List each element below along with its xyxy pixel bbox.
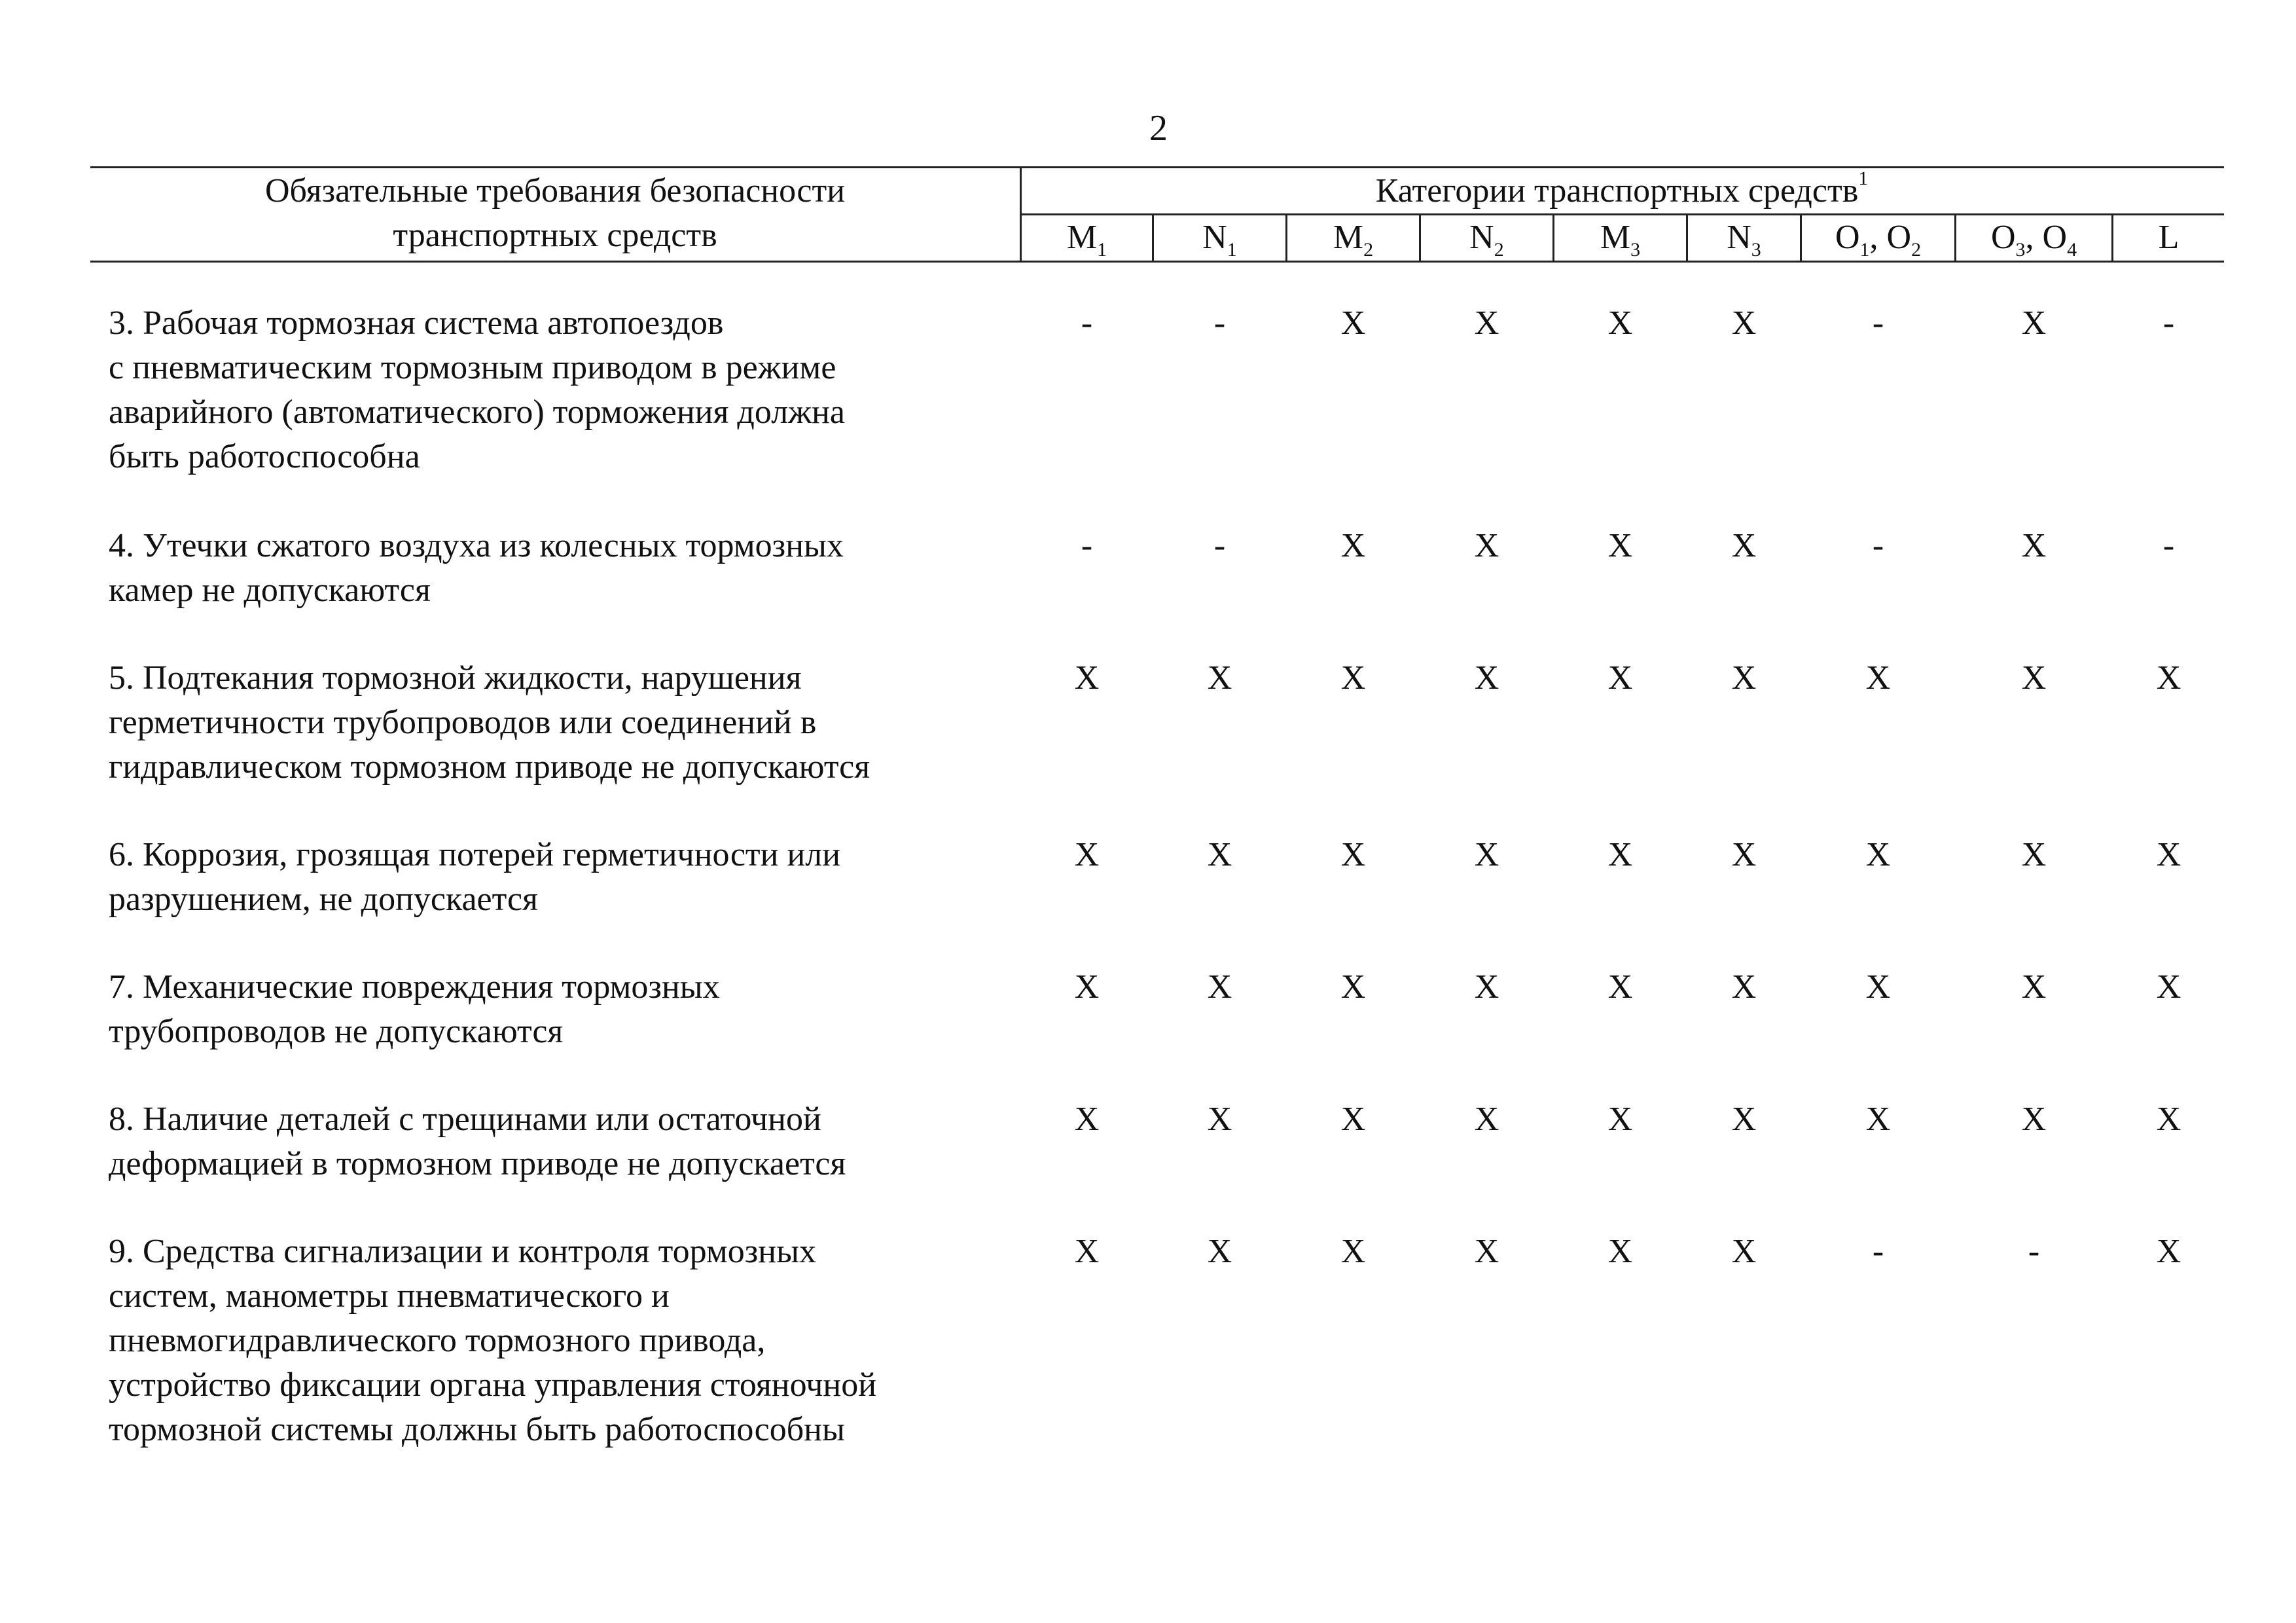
requirement-7-n2: X [1474,968,1499,1006]
requirement-3-m1: - [1081,304,1093,342]
requirement-4-n3: X [1731,527,1757,564]
requirement-3-n3: X [1731,304,1757,342]
requirement-4-text: 4. Утечки сжатого воздуха из колесных тормозных камер не допускаются [109,527,844,609]
category-l: L [2158,219,2179,256]
category-n2: $N_2$ [1469,219,1504,261]
requirement-3-n1: - [1213,304,1226,342]
requirement-6-n1: X [1207,836,1232,873]
requirement-3-m2: X [1340,304,1366,342]
requirement-5-o3-o4: X [2021,659,2047,697]
requirement-4-o1-o2: - [1872,527,1884,564]
category-n1: $N_1$ [1202,219,1237,261]
requirement-5-text: 5. Подтекания тормозной жидкости, нарушения герметичности трубопроводов или соединений в гидравлическом тормозном приводе не допускаются [109,659,870,786]
requirement-7-m1: X [1074,968,1100,1006]
requirement-3-o1-o2: - [1872,304,1884,342]
requirement-6-m1: X [1074,836,1100,873]
requirement-7-m2: X [1340,968,1366,1006]
requirement-8-o3-o4: X [2021,1101,2047,1138]
category-o3-o4: $O_3$, $O_4$ [1990,219,2077,261]
requirement-3-n2: X [1474,304,1499,342]
requirement-3-o3-o4: X [2021,304,2047,342]
requirement-3-m3: X [1607,304,1633,342]
requirement-5-n2: X [1474,659,1499,697]
requirement-5-n1: X [1207,659,1232,697]
requirements-column-header: Обязательные требования безопасности транспортных средств [264,172,846,254]
requirement-8-n1: X [1207,1101,1232,1138]
requirement-9-text: 9. Средства сигнализации и контроля тормозных систем, манометры пневматического и пневмогидравлического тормозного привода, устройство фиксации органа управления стояночной тормозной системы должны быть работоспособны [109,1233,877,1448]
category-o1-o2: $O_1$, $O_2$ [1835,219,1922,261]
requirement-4-m1: - [1081,527,1093,564]
requirement-4-l: - [2162,527,2175,564]
requirement-6-n3: X [1731,836,1757,873]
header-bottom-rule [90,261,2224,263]
requirement-9-n1: X [1207,1233,1232,1270]
requirement-9-o3-o4: - [2028,1233,2040,1270]
category-m3: $M_3$ [1600,219,1641,261]
category-n3: $N_3$ [1727,219,1761,261]
requirements-table [90,0,2224,1623]
categories-footnote-mark: 1 [1858,168,1869,189]
category-m2: $M_2$ [1333,219,1374,261]
requirement-6-o1-o2: X [1865,836,1891,873]
requirement-4-n1: - [1213,527,1226,564]
requirement-8-l: X [2156,1101,2181,1138]
requirement-7-l: X [2156,968,2181,1006]
requirement-3-text: 3. Рабочая тормозная система автопоездов с пневматическим тормозным приводом в режиме аварийного (автоматического) торможения должна быть работоспособна [109,304,845,475]
requirement-6-o3-o4: X [2021,836,2047,873]
requirement-8-n2: X [1474,1101,1499,1138]
requirement-7-n1: X [1207,968,1232,1006]
requirement-7-o3-o4: X [2021,968,2047,1006]
requirement-9-n2: X [1474,1233,1499,1270]
requirement-4-o3-o4: X [2021,527,2047,564]
category-m1: $M_1$ [1066,219,1107,261]
requirement-8-m2: X [1340,1101,1366,1138]
requirement-9-m3: X [1607,1233,1633,1270]
requirement-9-o1-o2: - [1872,1233,1884,1270]
requirement-8-m1: X [1074,1101,1100,1138]
requirement-6-l: X [2156,836,2181,873]
requirement-7-m3: X [1607,968,1633,1006]
requirement-5-m2: X [1340,659,1366,697]
requirement-5-o1-o2: X [1865,659,1891,697]
requirement-9-m2: X [1340,1233,1366,1270]
requirement-6-text: 6. Коррозия, грозящая потерей герметичности или разрушением, не допускается [109,836,841,918]
requirement-5-m3: X [1607,659,1633,697]
requirement-9-n3: X [1731,1233,1757,1270]
requirement-5-n3: X [1731,659,1757,697]
requirement-9-m1: X [1074,1233,1100,1270]
table-top-rule [90,166,2224,168]
requirement-3-l: - [2162,304,2175,342]
requirement-8-text: 8. Наличие деталей с трещинами или остаточной деформацией в тормозном приводе не допускается [109,1101,846,1182]
requirement-4-m2: X [1340,527,1366,564]
requirement-9-l: X [2156,1233,2181,1270]
requirement-4-n2: X [1474,527,1499,564]
requirement-8-o1-o2: X [1865,1101,1891,1138]
requirement-4-m3: X [1607,527,1633,564]
requirement-6-n2: X [1474,836,1499,873]
requirement-5-l: X [2156,659,2181,697]
requirement-7-o1-o2: X [1865,968,1891,1006]
requirement-7-n3: X [1731,968,1757,1006]
requirement-7-text: 7. Механические повреждения тормозных трубопроводов не допускаются [109,968,720,1050]
categories-label: Категории транспортных средств [1375,172,1859,210]
requirement-8-m3: X [1607,1101,1633,1138]
categories-column-header [1020,169,2224,213]
requirement-8-n3: X [1731,1101,1757,1138]
requirement-6-m2: X [1340,836,1366,873]
requirement-6-m3: X [1607,836,1633,873]
page-number: 2 [1149,108,1168,149]
requirement-5-m1: X [1074,659,1100,697]
